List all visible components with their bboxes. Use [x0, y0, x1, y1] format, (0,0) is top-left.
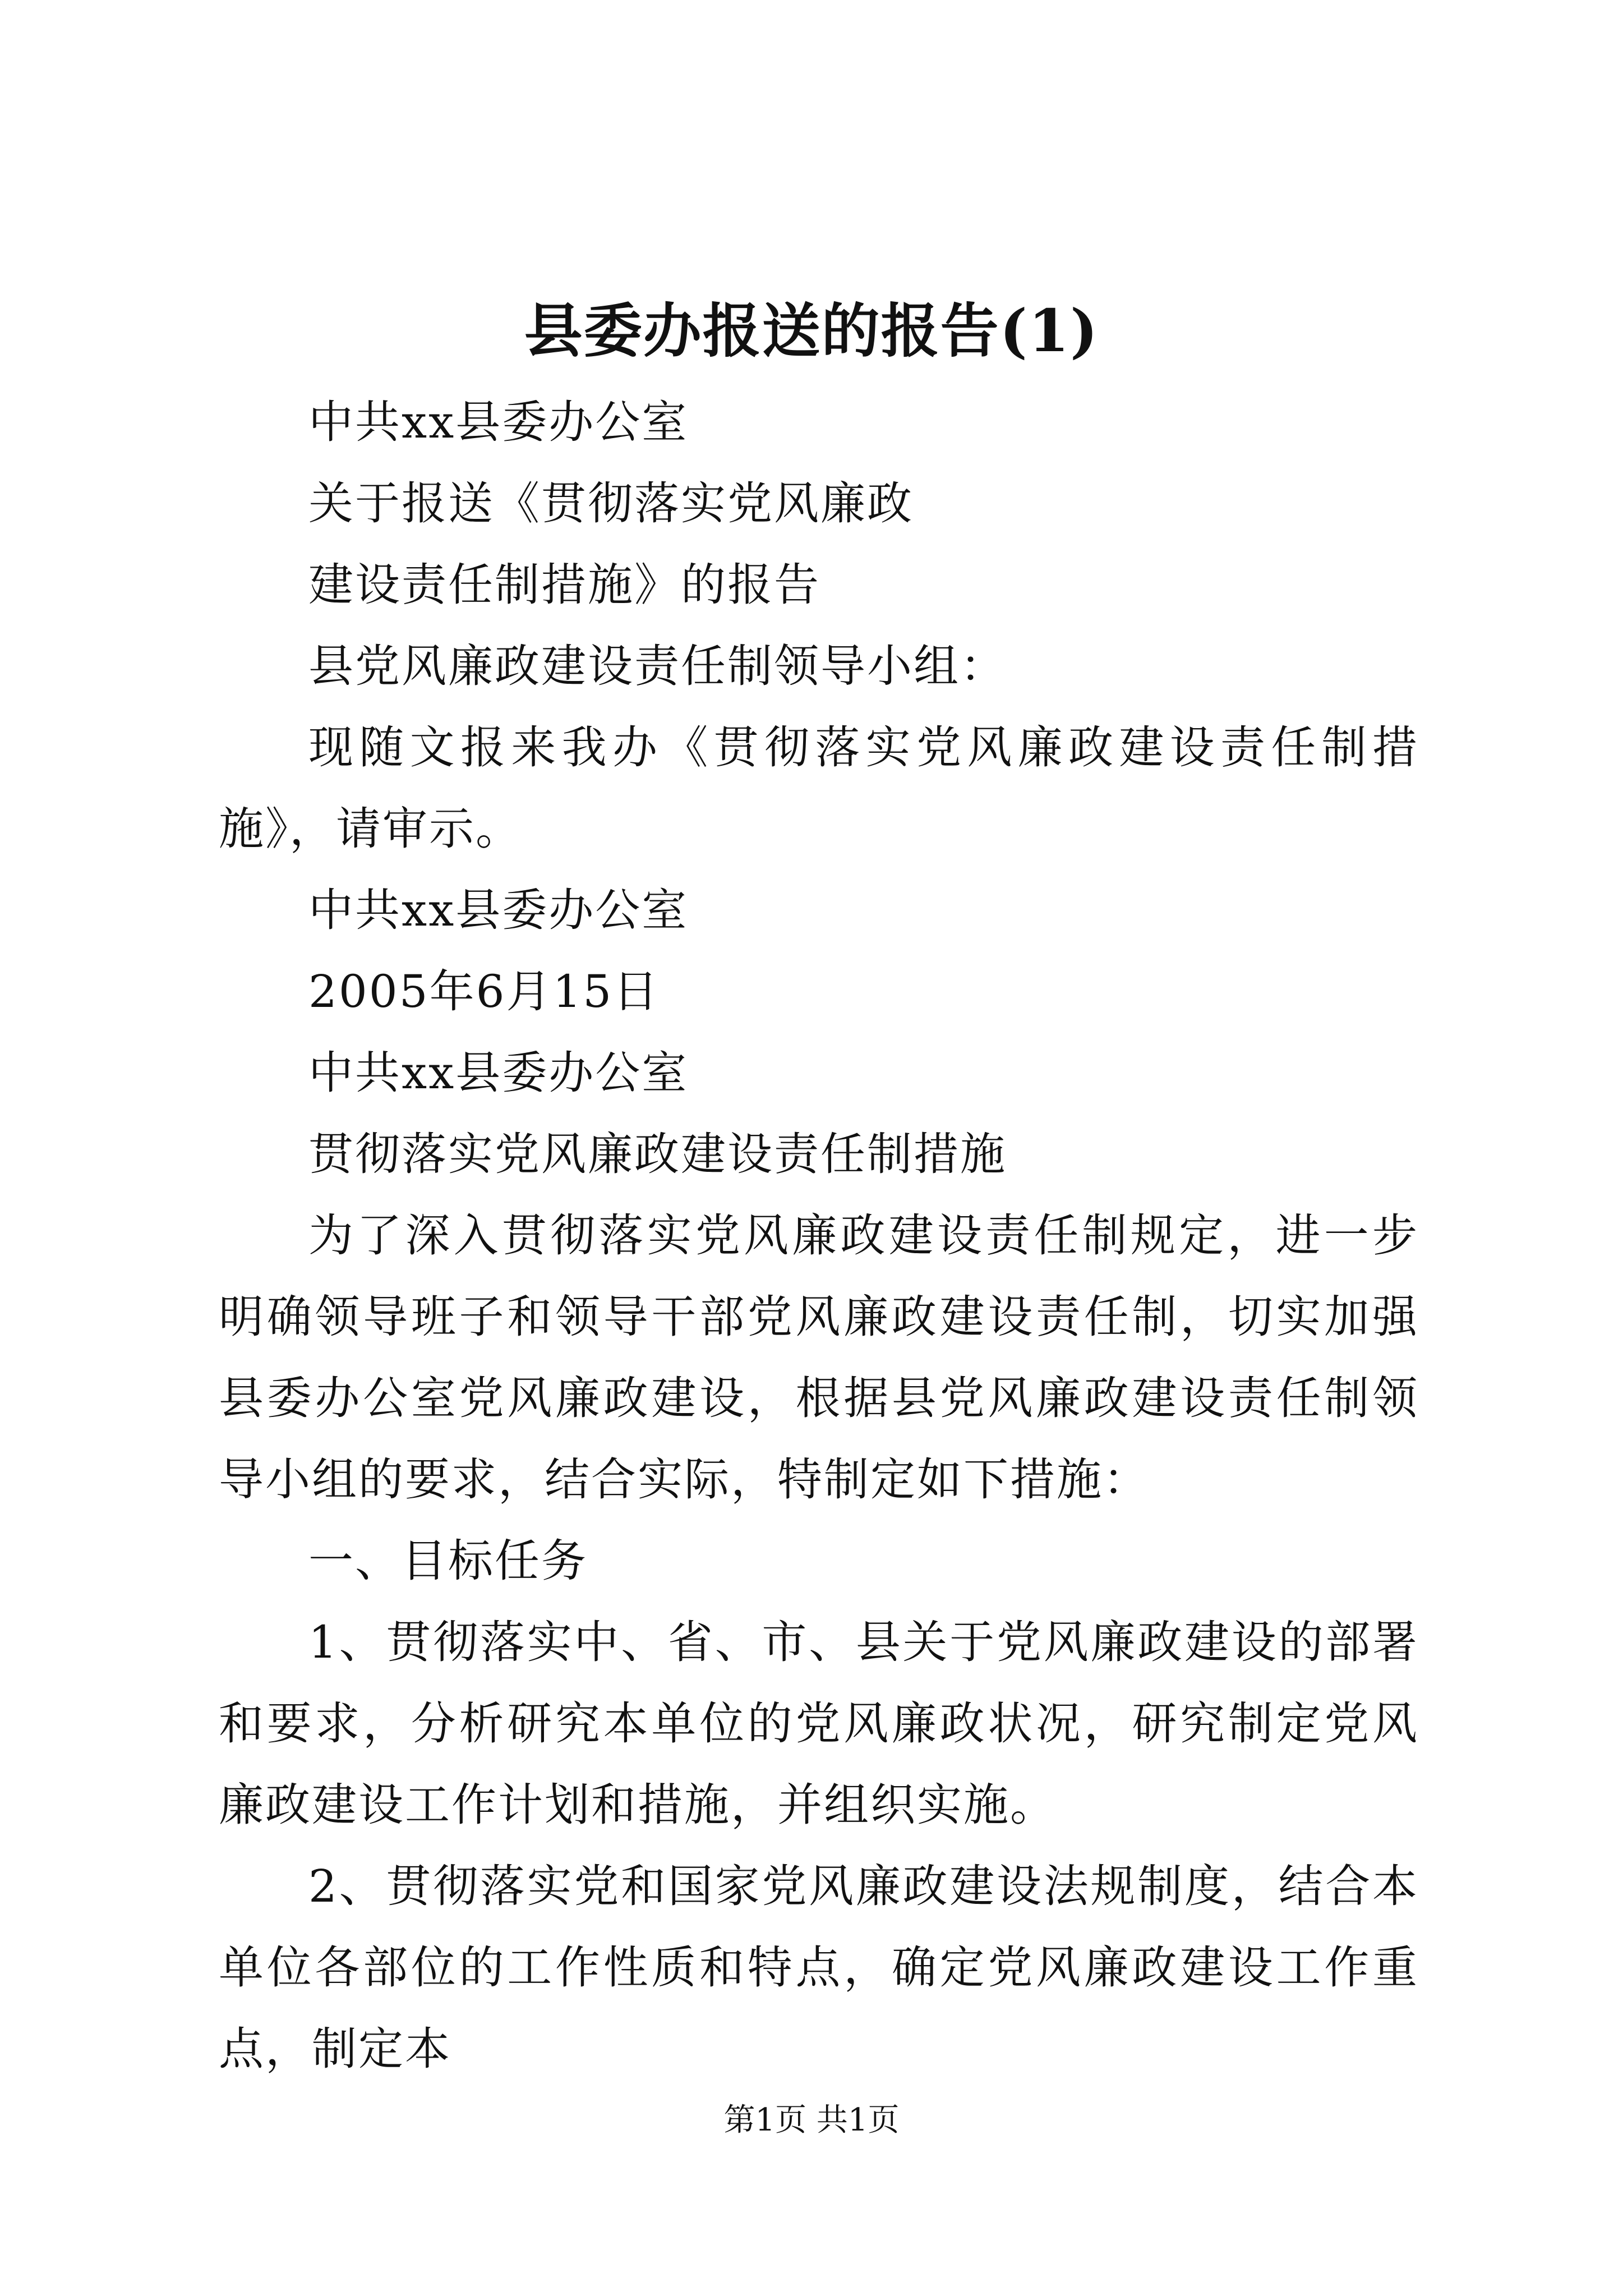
paragraph-office: 中共xx县委办公室 [308, 1047, 689, 1099]
paragraph-recipient: 县党风廉政建设责任制领导小组： [308, 640, 1007, 692]
paragraph-sender: 中共xx县委办公室 [308, 396, 689, 448]
paragraph-subject-line-2: 建设责任制措施》的报告 [308, 559, 820, 611]
page-footer: 第1页 共1页 [723, 2102, 900, 2138]
paragraph-item-2: 2、贯彻落实党和国家党风廉政建设法规制度，结合本单位各部位的工作性质和特点，确定党风廉政建设工作重点，制定本 [219, 1860, 1419, 2075]
paragraph-intro: 为了深入贯彻落实党风廉政建设责任制规定，进一步明确领导班子和领导干部党风廉政建设责任制，切实加强县委办公室党风廉政建设，根据县党风廉政建设责任制领导小组的要求，结合实际，特制定如下措施： [219, 1209, 1419, 1506]
paragraph-measures-title: 贯彻落实党风廉政建设责任制措施 [308, 1128, 1007, 1180]
paragraph-signature: 中共xx县委办公室 [308, 884, 689, 936]
paragraph-date: 2005年6月15日 [308, 965, 660, 1018]
document-title: 县委办报送的报告(1) [524, 296, 1099, 365]
paragraph-section-heading: 一、目标任务 [308, 1535, 588, 1587]
document-body [219, 381, 1419, 2090]
paragraph-item-1: 1、贯彻落实中、省、市、县关于党风廉政建设的部署和要求，分析研究本单位的党风廉政状况，研究制定党风廉政建设工作计划和措施，并组织实施。 [219, 1616, 1419, 1831]
paragraph-request: 现随文报来我办《贯彻落实党风廉政建设责任制措施》，请审示。 [219, 721, 1419, 855]
paragraph-subject-line-1: 关于报送《贯彻落实党风廉政 [308, 477, 914, 530]
